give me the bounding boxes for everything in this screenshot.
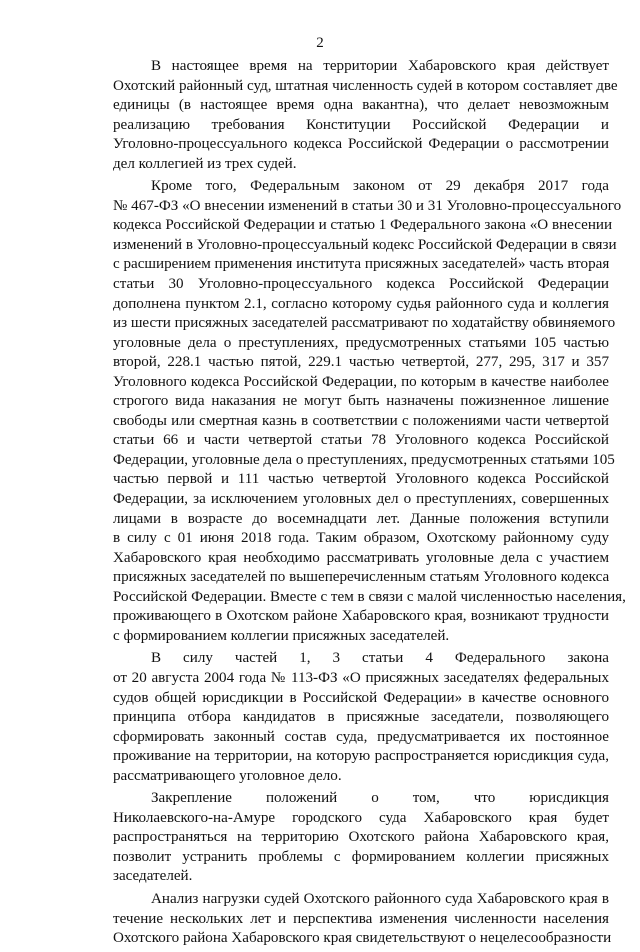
text-line: строгого вида наказания не могут быть назначены пожизненное лишение — [113, 393, 609, 410]
text-line: изменений в Уголовно-процессуальный кодекс Российской Федерации в связи — [113, 236, 617, 253]
text-line: присяжных заседателей по вышеперечисленным статьям Уголовного кодекса — [113, 569, 610, 586]
text-line: № 467-ФЗ «О внесении изменений в статьи 30 и 31 Уголовно-процессуального — [113, 197, 622, 214]
text-line: Федерации, за исключением уголовных дел о преступлениях, совершенных — [113, 491, 609, 508]
text-line: распространяться на территорию Охотского района Хабаровского края, — [113, 829, 609, 846]
text-line: лицами в возрасте до восемнадцати лет. Данные положения вступили — [113, 510, 609, 527]
text-line: течение нескольких лет и перспектива изменения численности населения — [113, 910, 609, 927]
text-line: позволит устранить проблемы с формированием коллегии присяжных — [113, 848, 609, 865]
text-line: статьи 66 и части четвертой статьи 78 Уголовного кодекса Российской — [113, 432, 609, 449]
text-line: Анализ нагрузки судей Охотского районного суда Хабаровского края в — [151, 890, 609, 907]
paragraph — [113, 177, 626, 646]
text-line: Хабаровского края необходимо рассматривать уголовные дела с участием — [113, 549, 609, 566]
page-number: 2 — [316, 35, 324, 51]
text-line: В настоящее время на территории Хабаровского края действует — [151, 58, 609, 74]
text-line: частью первой и 111 частью четвертой Уголовного кодекса Российской — [113, 471, 609, 488]
paragraph — [113, 57, 618, 174]
text-line: Российской Федерации. Вместе с тем в связи с малой численностью населения, — [113, 588, 626, 605]
text-line: в силу с 01 июня 2018 года. Таким образом, Охотскому районному суду — [113, 530, 609, 547]
text-line: кодекса Российской Федерации и статью 1 Федерального закона «О внесении — [113, 217, 613, 234]
text-line: Закрепление положений о том, что юрисдикция — [151, 790, 609, 807]
text-line: второй, 228.1 частью пятой, 229.1 частью четвертой, 277, 295, 317 и 357 — [113, 354, 609, 371]
text-line: дел коллегией из трех судей. — [113, 155, 297, 172]
paragraph — [113, 649, 609, 786]
text-line: рассматривающего уголовное дело. — [113, 767, 342, 784]
text-line: Федерации, уголовные дела о преступлениях, предусмотренных статьями 105 — [113, 451, 615, 468]
text-line: проживание на территории, на которую распространяется юрисдикция суда, — [113, 748, 609, 765]
text-line: Охотского района Хабаровского края свидетельствуют о нецелесообразности — [113, 930, 612, 947]
text-line: Кроме того, Федеральным законом от 29 декабря 2017 года — [151, 178, 609, 195]
text-line: из шести присяжных заседателей рассматривают по ходатайству обвиняемого — [113, 315, 616, 332]
text-line: сформировать законный состав суда, предусматривается их постоянное — [113, 728, 609, 745]
text-line: уголовные дела о преступлениях, предусмотренных статьями 105 частью — [113, 334, 609, 351]
text-line: единицы (в настоящее время одна вакантна), что делает невозможным — [113, 97, 609, 114]
text-line: судов общей юрисдикции в Российской Федерации» в качестве основного — [113, 689, 609, 706]
text-line: Николаевского-на-Амуре городского суда Хабаровского края будет — [113, 809, 609, 826]
text-line: Охотский районный суд, штатная численность судей в котором составляет две — [113, 77, 618, 94]
text-line: принципа отбора кандидатов в присяжные заседатели, позволяющего — [113, 709, 609, 726]
paragraph — [113, 890, 612, 949]
document-body — [113, 57, 626, 952]
text-line: с расширением применения института присяжных заседателей» часть вторая — [113, 256, 610, 273]
text-line: с формированием коллегии присяжных заседателей. — [113, 627, 450, 644]
paragraph — [113, 789, 609, 887]
text-line: Уголовно-процессуального кодекса Российской Федерации о рассмотрении — [113, 136, 609, 153]
text-line: статьи 30 Уголовно-процессуального кодекса Российской Федерации — [113, 276, 609, 293]
text-line: В силу частей 1, 3 статьи 4 Федерального закона — [151, 650, 609, 667]
text-line: проживающего в Охотском районе Хабаровского края, возникают трудности — [113, 608, 609, 625]
text-line: Уголовного кодекса Российской Федерации, по которым в качестве наиболее — [113, 373, 609, 390]
text-line: заседателей. — [113, 868, 193, 885]
text-line: реализацию требования Конституции Российской Федерации и — [113, 116, 609, 133]
text-line: дополнена пунктом 2.1, согласно которому судья районного суда и коллегия — [113, 295, 609, 312]
text-line: свободы или смертная казнь в соответствии с положениями части четвертой — [113, 412, 609, 429]
text-line: от 20 августа 2004 года № 113-ФЗ «О присяжных заседателях федеральных — [113, 669, 609, 686]
